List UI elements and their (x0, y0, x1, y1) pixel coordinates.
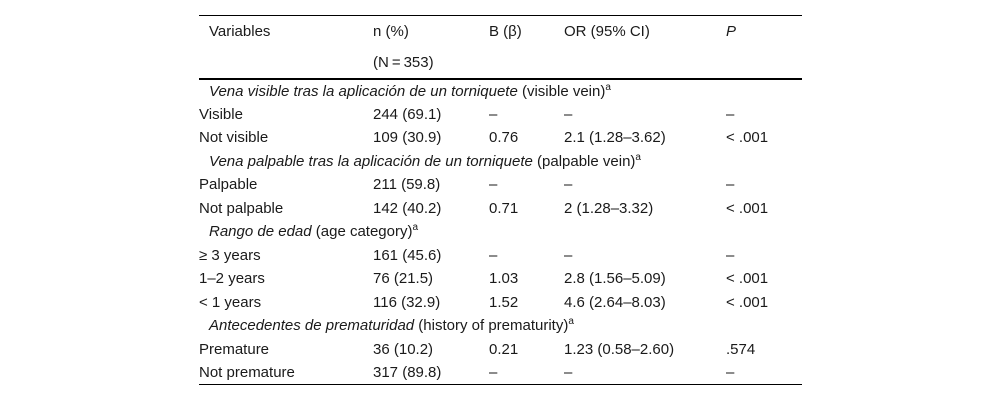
group-title-italic: Rango de edad (209, 223, 312, 241)
group-title (199, 314, 802, 338)
group-title-plain: (age category) (311, 223, 413, 241)
table-body (199, 79, 802, 385)
group-title-plain: (palpable vein) (532, 152, 636, 170)
cell-b: – (489, 176, 498, 194)
footnote-marker: a (412, 222, 419, 234)
cell-n: 76 (21.5) (373, 270, 434, 288)
table-row (199, 267, 802, 291)
row-label: Not palpable (199, 199, 284, 217)
table-row (199, 103, 802, 127)
cell-p: < .001 (726, 199, 769, 217)
cell-n: 317 (89.8) (373, 361, 489, 385)
cell-b: 1.52 (489, 293, 519, 311)
table-row (199, 338, 802, 362)
group-title-plain: (visible vein) (517, 82, 606, 100)
group-row (199, 79, 802, 103)
table-row (199, 173, 802, 197)
cell-b: 0.76 (489, 129, 519, 147)
cell-n: 244 (69.1) (373, 105, 442, 123)
header-empty (564, 47, 726, 79)
group-row (199, 314, 802, 338)
row-label: ≥ 3 years (199, 246, 261, 264)
col-header-n-total: (N = 353) (373, 47, 489, 79)
cell-b: 0.21 (489, 340, 519, 358)
cell-n: 36 (10.2) (373, 340, 434, 358)
table-row (199, 126, 802, 150)
cell-p: .574 (726, 340, 756, 358)
cell-p: – (726, 246, 735, 264)
cell-n: 116 (32.9) (373, 293, 441, 311)
row-label: < 1 years (199, 293, 262, 311)
row-label: Not premature (199, 361, 373, 385)
col-header-or: OR (95% CI) (564, 16, 726, 48)
group-title-italic: Antecedentes de prematuridad (209, 317, 415, 335)
row-label: Palpable (199, 176, 258, 194)
cell-or: 2 (1.28–3.32) (564, 199, 654, 217)
cell-n: 109 (30.9) (373, 129, 442, 147)
table-row (199, 291, 802, 315)
cell-b: – (489, 361, 564, 385)
cell-p: – (726, 105, 735, 123)
cell-or: 2.8 (1.56–5.09) (564, 270, 666, 288)
footnote-marker: a (605, 81, 611, 93)
cell-or: – (564, 361, 726, 385)
group-row (199, 150, 802, 174)
cell-p: < .001 (726, 270, 769, 288)
cell-p: < .001 (726, 293, 769, 311)
cell-p: – (726, 361, 802, 385)
footnote-marker: a (635, 151, 641, 163)
group-title-plain: (history of prematurity) (414, 317, 569, 335)
cell-b: – (489, 105, 498, 123)
group-row (199, 220, 802, 244)
row-label: Visible (199, 105, 243, 123)
footnote-marker: a (568, 316, 574, 328)
group-title-italic: Vena visible tras la aplicación de un torniquete (209, 82, 518, 100)
cell-b: 1.03 (489, 270, 519, 288)
table-row (199, 361, 802, 385)
cell-n: 211 (59.8) (373, 176, 441, 194)
cell-or: – (564, 105, 573, 123)
row-label: Premature (199, 340, 270, 358)
cell-n: 161 (45.6) (373, 246, 442, 264)
header-empty (726, 47, 802, 79)
row-label: 1–2 years (199, 270, 265, 288)
col-header-b: B (β) (489, 16, 564, 48)
col-header-n: n (%) (373, 16, 489, 48)
table-row (199, 244, 802, 268)
cell-b: – (489, 246, 498, 264)
header-empty (489, 47, 564, 79)
cell-or: – (564, 176, 573, 194)
cell-p: < .001 (726, 129, 769, 147)
header-empty (199, 47, 373, 79)
col-header-p: P (726, 16, 802, 48)
group-title-italic: Vena palpable tras la aplicación de un torniquete (209, 152, 533, 170)
row-label: Not visible (199, 129, 269, 147)
cell-or: 2.1 (1.28–3.62) (564, 129, 666, 147)
col-header-variables: Variables (199, 16, 373, 48)
group-title (199, 150, 802, 174)
cell-or: 1.23 (0.58–2.60) (564, 340, 675, 358)
table-row (199, 197, 802, 221)
cell-n: 142 (40.2) (373, 199, 442, 217)
group-title (199, 220, 802, 244)
group-title (199, 79, 802, 103)
cell-or: 4.6 (2.64–8.03) (564, 293, 666, 311)
cell-p: – (726, 176, 735, 194)
table-header (199, 16, 802, 80)
regression-table (199, 15, 802, 385)
cell-or: – (564, 246, 573, 264)
cell-b: 0.71 (489, 199, 519, 217)
